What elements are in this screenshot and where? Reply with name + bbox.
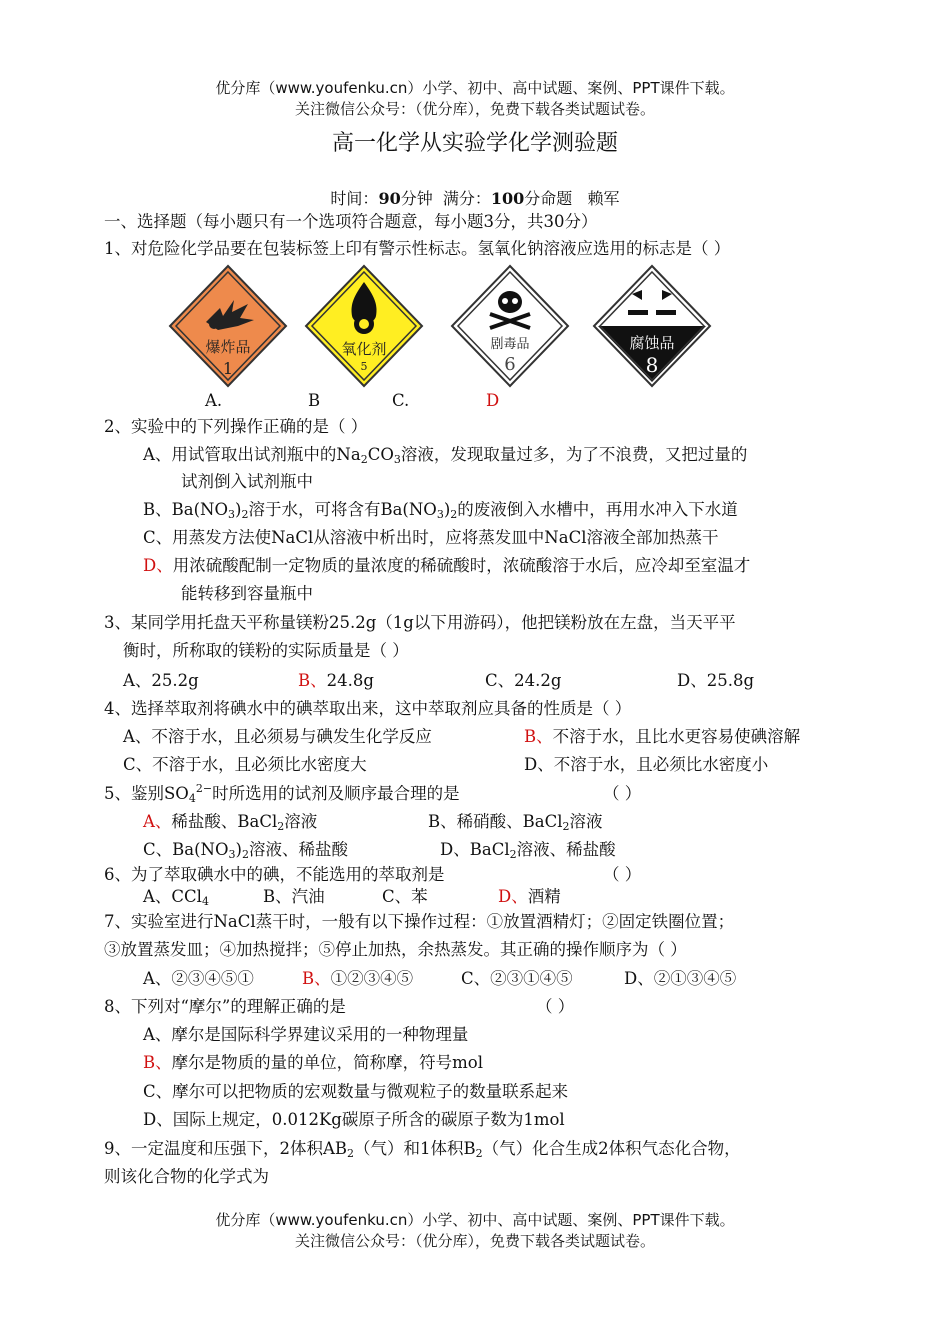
q7-stem-cont: ③放置蒸发皿；④加热搅拌；⑤停止加热，余热蒸发。其正确的操作顺序为（ ） [104, 940, 687, 959]
q1-option-d: D [486, 391, 500, 410]
q9-stem: 9、一定温度和压强下，2体积$AB_2$（气）和1体积$B_2$（气）化合生成2体积气态化合物， [104, 1139, 741, 1160]
q2-option-d-cont: 能转移到容量瓶中 [181, 584, 313, 603]
q3-option-d: D、25.8g [677, 671, 755, 690]
q5-option-b: B、稀硝酸、BaCl$_2$溶液 [428, 812, 603, 833]
q1-option-a: A. [205, 391, 223, 410]
q5-stem: 5、鉴别$SO_4^{2-}$时所选用的试剂及顺序最合理的是 [104, 782, 460, 805]
q8-option-b: B、摩尔是物质的量的单位，简称摩，符号mol [143, 1053, 483, 1072]
toxic-sign-icon [450, 264, 570, 388]
corrosive-sign-icon [592, 264, 712, 388]
q3-stem: 3、某同学用托盘天平称量镁粉25.2g（1g以下用游码），他把镁粉放在左盘，当天平平 [104, 613, 736, 632]
q4-stem: 4、选择萃取剂将碘水中的碘萃取出来，这中萃取剂应具备的性质是（ ） [104, 699, 632, 718]
q3-option-c: C、24.2g [485, 671, 562, 690]
q2-stem: 2、实验中的下列操作正确的是（ ） [104, 417, 368, 436]
sign-number: 6 [504, 354, 516, 375]
q3-option-a: A、25.2g [123, 671, 199, 690]
page-title: 高一化学从实验学化学测验题 [331, 131, 618, 156]
q3-option-b: B、24.8g [298, 671, 374, 690]
q7-option-a: A、②③④⑤① [143, 969, 254, 988]
sign-label: 氧化剂 [341, 340, 387, 358]
q6-option-d: D、酒精 [498, 887, 561, 906]
q4-option-d: D、不溶于水，且必须比水密度小 [524, 755, 769, 774]
q4-option-a: A、不溶于水，且必须易与碘发生化学反应 [123, 727, 432, 746]
q6-option-a: A、CCl$_4$ [143, 887, 209, 908]
sign-label: 剧毒品 [490, 337, 530, 352]
sign-number: 1 [222, 359, 234, 378]
q5-answer-paren: （ ） [603, 784, 642, 803]
q1-option-c: C. [392, 391, 410, 410]
q2-option-d: D、用浓硫酸配制一定物质的量浓度的稀硫酸时，浓硫酸溶于水后，应冷却至室温才 [143, 556, 751, 575]
q9-stem-cont: 则该化合物的化学式为 [104, 1167, 269, 1186]
q1-option-b: B [308, 391, 321, 410]
q6-option-c: C、苯 [382, 887, 428, 906]
q8-option-c: C、摩尔可以把物质的宏观数量与微观粒子的数量联系起来 [143, 1082, 569, 1101]
q4-option-b: B、不溶于水，且比水更容易使碘溶解 [524, 727, 801, 746]
q8-option-a: A、摩尔是国际科学界建议采用的一种物理量 [143, 1025, 469, 1044]
q6-answer-paren: （ ） [603, 865, 642, 884]
q6-option-b: B、汽油 [263, 887, 325, 906]
sign-number: 8 [645, 353, 659, 377]
q7-option-d: D、②①③④⑤ [624, 969, 737, 988]
q1-stem: 1、对危险化学品要在包装标签上印有警示性标志。氢氧化钠溶液应选用的标志是（ ） [104, 239, 731, 258]
explosive-sign-icon [168, 264, 288, 388]
q2-option-a-cont: 试剂倒入试剂瓶中 [181, 472, 313, 491]
q8-option-d: D、国际上规定，0.012Kg碳原子所含的碳原子数为1mol [143, 1110, 565, 1129]
q7-option-b: B、①②③④⑤ [302, 969, 414, 988]
q7-option-c: C、②③①④⑤ [461, 969, 573, 988]
exam-meta: 时间：90分钟 满分：100分命题 赖军 [330, 189, 620, 208]
q8-stem: 8、下列对“摩尔”的理解正确的是 [104, 997, 346, 1016]
q8-answer-paren: （ ） [536, 997, 575, 1016]
q2-option-a: A、用试管取出试剂瓶中的$Na_2CO_3$溶液，发现取量过多，为了不浪费，又把过量的 [143, 445, 748, 466]
q7-stem: 7、实验室进行NaCl蒸干时，一般有以下操作过程：①放置酒精灯；②固定铁圈位置； [104, 912, 735, 931]
header-line-2: 关注微信公众号：（优分库），免费下载各类试题试卷。 [294, 100, 655, 118]
q2-option-b: B、$Ba(NO_3)_2$溶于水，可将含有$Ba(NO_3)_2$的废液倒入水槽中，再用水冲入下水道 [143, 500, 738, 521]
sign-label: 腐蚀品 [629, 334, 675, 352]
q5-option-d: D、BaCl$_2$溶液、稀盐酸 [440, 840, 616, 861]
sign-label: 爆炸品 [205, 338, 251, 356]
q4-option-c: C、不溶于水，且必须比水密度大 [123, 755, 367, 774]
q2-option-c: C、用蒸发方法使NaCl从溶液中析出时，应将蒸发皿中NaCl溶液全部加热蒸干 [143, 528, 719, 547]
sign-number: 5 [360, 360, 368, 373]
q5-option-c: C、$Ba(NO_3)_2$溶液、稀盐酸 [143, 840, 348, 861]
q5-option-a: A、稀盐酸、BaCl$_2$溶液 [143, 812, 318, 833]
section-heading: 一、选择题（每小题只有一个选项符合题意，每小题3分，共30分） [104, 212, 598, 231]
footer-line-1: 优分库（www.youfenku.cn）小学、初中、高中试题、案例、PPT课件下载。 [215, 1211, 735, 1229]
header-line-1: 优分库（www.youfenku.cn）小学、初中、高中试题、案例、PPT课件下载。 [215, 79, 735, 97]
q3-stem-cont: 衡时，所称取的镁粉的实际质量是（ ） [123, 641, 409, 660]
footer-line-2: 关注微信公众号：（优分库），免费下载各类试题试卷。 [294, 1232, 655, 1250]
oxidizer-sign-icon [304, 264, 424, 388]
q6-stem: 6、为了萃取碘水中的碘，不能选用的萃取剂是 [104, 865, 445, 884]
